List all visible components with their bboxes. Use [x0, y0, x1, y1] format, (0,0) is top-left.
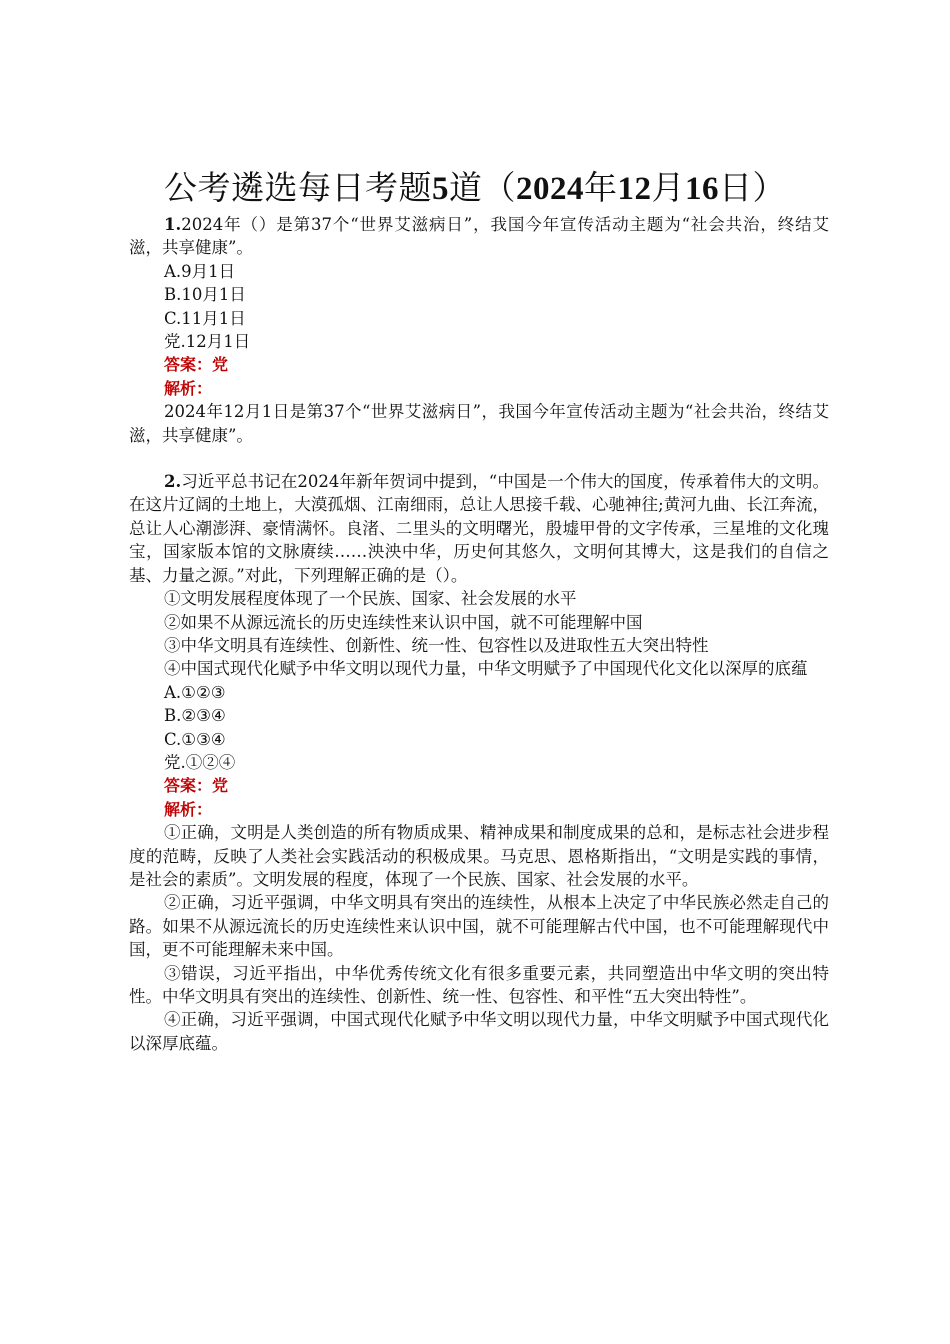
question-stem: 2.习近平总书记在2024年新年贺词中提到，“中国是一个伟大的国度，传承着伟大的文明。在这片辽阔的土地上，大漠孤烟、江南细雨，总让人思接千载、心驰神往;黄河九曲、长江奔流，总让人心潮澎湃、豪情满怀。良渚、二里头的文明曙光，殷墟甲骨的文字传承，三星堆的文化瑰宝，国家版本馆的文脉赓续……泱泱中华，历史何其悠久，文明何其博大，这是我们的自信之基、力量之源。”对此，下列理解正确的是（）。 [129, 472, 829, 585]
question-1 [129, 213, 829, 447]
option-d: 党.①②④ [164, 752, 236, 772]
option-c: C.①③④ [164, 729, 226, 749]
question-number: 1. [164, 215, 182, 234]
statement-2: ②如果不从源远流长的历史连续性来认识中国，就不可能理解中国 [164, 612, 643, 632]
statement-4: ④中国式现代化赋予中华文明以现代力量，中华文明赋予了中国现代化文化以深厚的底蕴 [164, 659, 808, 679]
option-b: B.②③④ [164, 706, 226, 726]
title-suffix: 日） [719, 168, 786, 207]
questions-content [129, 213, 829, 1055]
statement-3: ③中华文明具有连续性、创新性、统一性、包容性以及进取性五大突出特性 [164, 635, 709, 655]
option-c: C.11月1日 [164, 308, 246, 328]
analysis-paragraph-1: ①正确，文明是人类创造的所有物质成果、精神成果和制度成果的总和，是标志社会进步程度的范畴，反映了人类社会实践活动的积极成果。马克思、恩格斯指出，“文明是实践的事情，是社会的素质”。文明发展的程度，体现了一个民族、国家、社会发展的水平。 [129, 823, 829, 889]
option-a: A.9月1日 [164, 261, 236, 281]
statement-1: ①文明发展程度体现了一个民族、国家、社会发展的水平 [164, 589, 577, 609]
title-month: 12 [617, 171, 652, 207]
title-day: 16 [685, 171, 719, 207]
analysis-paragraph: 2024年12月1日是第37个“世界艾滋病日”，我国今年宣传活动主题为“社会共治，终结艾滋，共享健康”。 [129, 402, 829, 445]
analysis-label: 解析： [164, 378, 213, 398]
answer-label: 答案：党 [164, 776, 229, 796]
question-stem: 1.2024年（）是第37个“世界艾滋病日”，我国今年宣传活动主题为“社会共治，终结艾滋，共享健康”。 [129, 215, 829, 258]
analysis-paragraph-3: ③错误，习近平指出，中华优秀传统文化有很多重要元素，共同塑造出中华文明的突出特性。中华文明具有突出的连续性、创新性、统一性、包容性、和平性“五大突出特性”。 [129, 963, 829, 1006]
title-month-unit: 月 [651, 168, 685, 207]
page-title [0, 166, 950, 211]
question-number: 2. [164, 472, 182, 492]
option-d: 党.12月1日 [164, 332, 251, 352]
title-year-unit: 年 [584, 168, 618, 207]
question-2 [129, 470, 829, 1055]
option-a: A.①②③ [164, 682, 226, 702]
answer-label: 答案：党 [164, 355, 229, 375]
title-count: 5 [432, 171, 449, 207]
title-prefix: 公考遴选每日考题 [164, 168, 432, 207]
analysis-label: 解析： [164, 799, 213, 819]
title-year: 2024 [516, 171, 584, 207]
analysis-paragraph-2: ②正确，习近平强调，中华文明具有突出的连续性，从根本上决定了中华民族必然走自己的路。如果不从源远流长的历史连续性来认识中国，就不可能理解古代中国，也不可能理解现代中国，更不可能理解未来中国。 [129, 893, 829, 960]
option-b: B.10月1日 [164, 285, 246, 305]
title-mid: 道（ [449, 168, 516, 207]
analysis-paragraph-4: ④正确，习近平强调，中国式现代化赋予中华文明以现代力量，中华文明赋予中国式现代化以深厚底蕴。 [129, 1010, 829, 1053]
